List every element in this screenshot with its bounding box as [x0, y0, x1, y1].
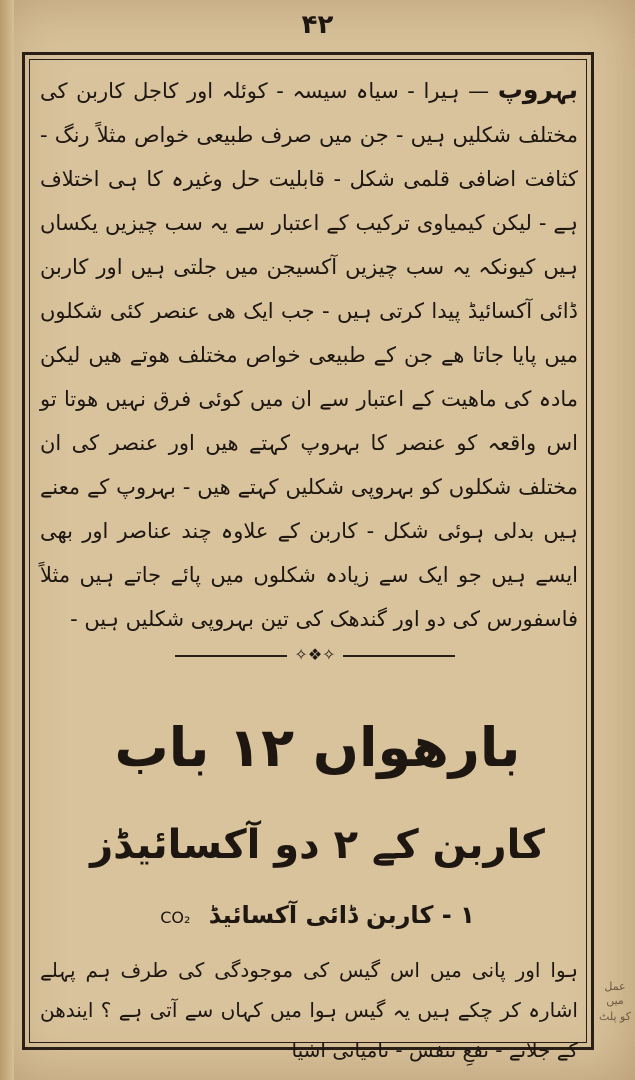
body-paragraph: [40, 68, 578, 641]
section-paragraph: ہوا اور پانی میں اس گیس کی موجودگی کی طرف ہم پہلے اشارہ کر چکے ہیں یہ گیس ہوا میں کہاں سے آتی ہے ؟ ایندھن کے جلانے - نفعِ تنفس - نامیاتی اشیا: [40, 958, 578, 1062]
divider-rule-left: [175, 655, 287, 657]
margin-note: عمل میں: [604, 980, 626, 1007]
divider-ornament-icon: ✧❖✧: [294, 645, 336, 664]
section-heading: [0, 895, 635, 938]
chapter-subtitle: کاربن کے ۲ دو آکسائیڈز: [90, 822, 545, 868]
paragraph-text: — ہیرا - سیاہ سیسہ - کوئلہ اور کاجل کاربن کی مختلف شکلیں ہیں - جن میں صرف طبیعی خواص مثلاً رنگ - کثافت اضافی قلمی شکل - قابلیت حل وغیرہ کا ہی اختلاف ہے - لیکن کیمیاوی ترکیب کے اعتبار سے یہ سب چیزیں یکساں ہیں کیونکہ یہ سب چیزیں آکسیجن میں جلتی ہیں اور کاربن ڈائی آکسائیڈ پیدا کرتی ہیں - جب ایک ھی عنصر کئی شکلوں میں پایا جاتا ھے جن کے طبیعی خواص مختلف ھوتے ھیں لیکن مادہ کی ماھیت کے اعتبار سے ان میں کوئی فرق نہیں ھوتا تو اس واقعہ کو عنصر کا بہروپ کہتے ھیں اور عنصر کی ان مختلف شکلوں کو بہروپی شکلیں کہتے ھیں - بہروپ کے معنے ہیں بدلی ہوئی شکل - کاربن کے علاوہ چند عناصر اور بھی ایسے ہیں جو ایک سے زیادہ شکلوں میں پائے جاتے ہیں مثلاً فاسفورس کی دو اور گندھک کی تین بہروپی شکلیں ہیں -: [40, 79, 578, 631]
chapter-title: بارھواں ۱۲ باب: [114, 716, 521, 779]
margin-note: کو پلٹ: [599, 1010, 631, 1023]
page-number: ۴۲: [301, 10, 334, 40]
lead-word: بہروپ: [497, 75, 578, 104]
divider-rule-right: [343, 655, 455, 657]
section-divider: [175, 645, 455, 664]
chemical-formula: CO₂: [160, 908, 191, 927]
section-heading-text: ۱ - کاربن ڈائی آکسائیڈ: [208, 901, 475, 929]
